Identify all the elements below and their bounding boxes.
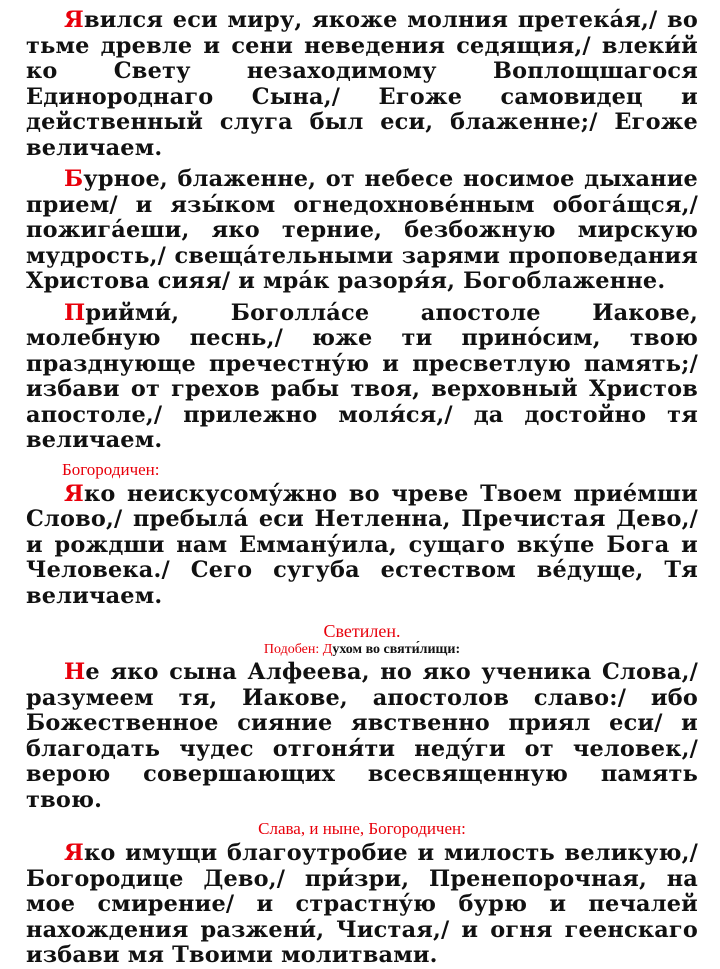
drop-initial: Я bbox=[64, 7, 84, 33]
podoben-incipit: ухом во святи́лищи: bbox=[332, 642, 461, 657]
stanza-2 bbox=[26, 167, 698, 295]
stanza-text: ко неискусому́жно во чреве Твоем прие́мши Слово,/ пребыла́ еси Нетленна, Пречистая Дево,/ и рождши нам Емману́ила, сущаго вку́пе Бога и Человека./ Сего сугуба естеством ве́дуще, Тя величаем. bbox=[26, 480, 698, 609]
section-title-svetilen: Светилен. bbox=[323, 621, 401, 641]
drop-initial: Я bbox=[64, 480, 84, 507]
stanza-svetilen bbox=[26, 660, 698, 813]
stanza-text: вился еси миру, якоже молния претека́я,/ во тьме древле и сени неведения седящия,/ влеки́й ко Свету незаходимому Воплощшагося Единороднаго Сына,/ Егоже самовидец и действенный слуга был еси, блаженне;/ Егоже величаем. bbox=[26, 7, 698, 161]
stanza-slava bbox=[26, 841, 698, 969]
drop-initial: Н bbox=[64, 659, 86, 685]
podoben-line bbox=[26, 641, 698, 659]
stanza-text: урное, блаженне, от небесе носимое дыхание прием/ и язы́ком огнедохнове́нным обога́щся,/ пожига́еши, яко терние, безбожную мирскую мудрость,/ свеща́тельными зарями проповедания Христова сияя/ и мра́к разоря́я, Богоблаженне. bbox=[26, 166, 698, 294]
stanza-bogorodichen bbox=[26, 482, 698, 610]
stanza-3 bbox=[26, 301, 698, 454]
stanza-1 bbox=[26, 8, 698, 161]
stanza-text: рийми́, Боголла́се апостоле Иакове, молебную песнь,/ юже ти прино́сим, твою празднующе пречестну́ю и пресветлую память;/ избави от грехов рабы твоя, верховный Христов апостоле,/ прилежно моля́ся,/ да достойно тя величаем. bbox=[26, 299, 698, 453]
rubric-bogorodichen: Богородичен: bbox=[62, 459, 160, 479]
stanza-text: е яко сына Алфеева, но яко ученика Слова,/ разумеем тя, Иакове, апостолов славо:/ ибо Божественное сияние явственно приял еси/ и благодать чудес отгоня́ти неду́ги от человек,/ верою совершающих всесвященную память твою. bbox=[26, 659, 698, 813]
podoben-initial: Д bbox=[322, 642, 333, 657]
stanza-text: ко имущи благоутробие и милость великую,/ Богородице Дево,/ при́зри, Пренепорочная, на мое смирение/ и страстну́ю бурю и печалей нахождения разжени́, Чистая,/ и огня геенскаго избави мя Твоими молитвами. bbox=[26, 840, 698, 968]
podoben-label: Подобен: bbox=[263, 642, 323, 657]
drop-initial: Б bbox=[64, 166, 84, 192]
drop-initial: Я bbox=[64, 840, 84, 866]
rubric-slava: Слава, и ныне, Богородичен: bbox=[258, 819, 466, 838]
drop-initial: П bbox=[64, 299, 86, 326]
